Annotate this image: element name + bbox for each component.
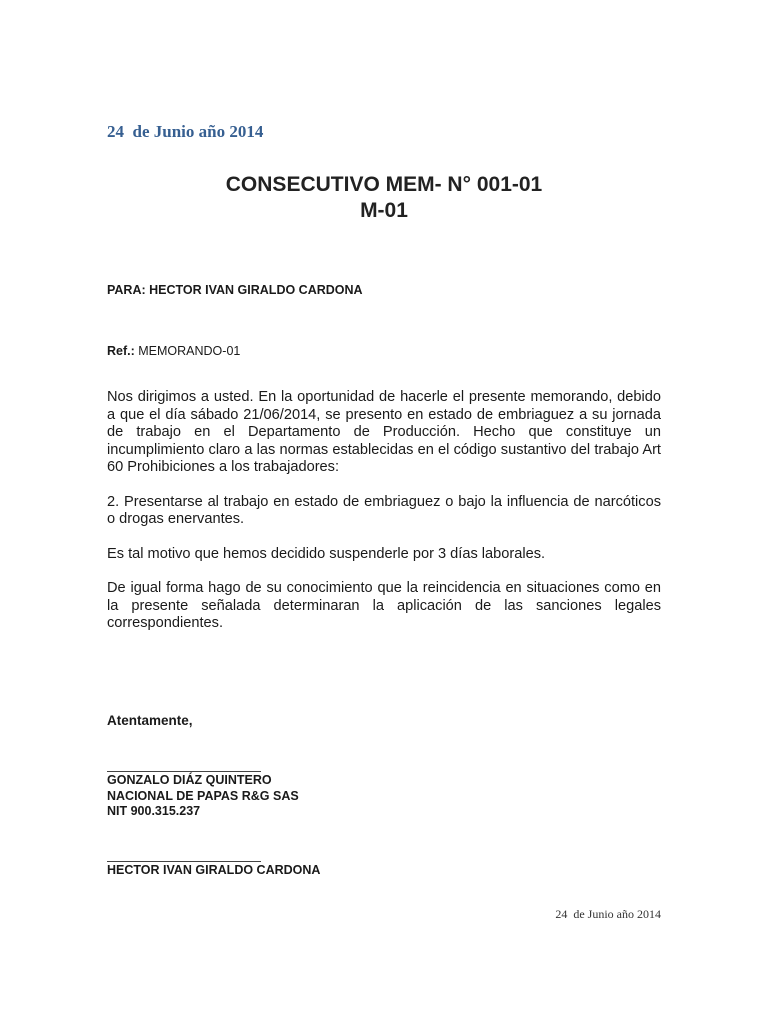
signer-name: GONZALO DIÁZ QUINTERO [107,773,272,787]
reference-value: MEMORANDO-01 [134,344,241,358]
memo-title-line2: M-01 [360,199,408,222]
body-paragraph-3: Es tal motivo que hemos decidido suspenderle por 3 días laborales. [107,545,546,562]
body-paragraph-4: De igual forma hago de su conocimiento que la reincidencia en situaciones como en la presente señalada determinaran la aplicación de las sanciones legales correspondientes. [107,580,661,631]
closing-salutation: Atentamente, [107,713,193,728]
signature-line-1 [107,771,261,772]
signer-company: NACIONAL DE PAPAS R&G SAS [107,788,299,803]
body-paragraph-1: Nos dirigimos a usted. En la oportunidad de hacerle el presente memorando, debido a que el día sábado 21/06/2014, se presento en estado de embriaguez a su jornada de trabajo en el Departamento de Producción. Hecho que constituye un incumplimiento claro a las normas establecidas en el código sustantivo del trabajo Art 60 Prohibiciones a los trabajadores: [107,389,661,475]
signer-nit: NIT 900.315.237 [107,804,201,818]
signature-block-2 [107,863,320,879]
recipient-signature-name: HECTOR IVAN GIRALDO CARDONA [107,863,321,877]
reference-line [107,344,240,358]
signature-line-2 [107,861,261,862]
memo-body [107,389,661,650]
memo-title-line1: CONSECUTIVO MEM- N° 001-01 [225,173,543,196]
header-date: 24 de Junio año 2014 [107,122,264,141]
footer-date: 24 de Junio año 2014 [555,907,661,921]
signature-block-1 [107,773,299,820]
recipient-line: PARA: HECTOR IVAN GIRALDO CARDONA [107,283,363,297]
memo-title [0,172,768,224]
reference-label: Ref.: [107,344,135,358]
body-paragraph-2: 2. Presentarse al trabajo en estado de embriaguez o bajo la influencia de narcóticos o drogas enervantes. [107,493,661,527]
